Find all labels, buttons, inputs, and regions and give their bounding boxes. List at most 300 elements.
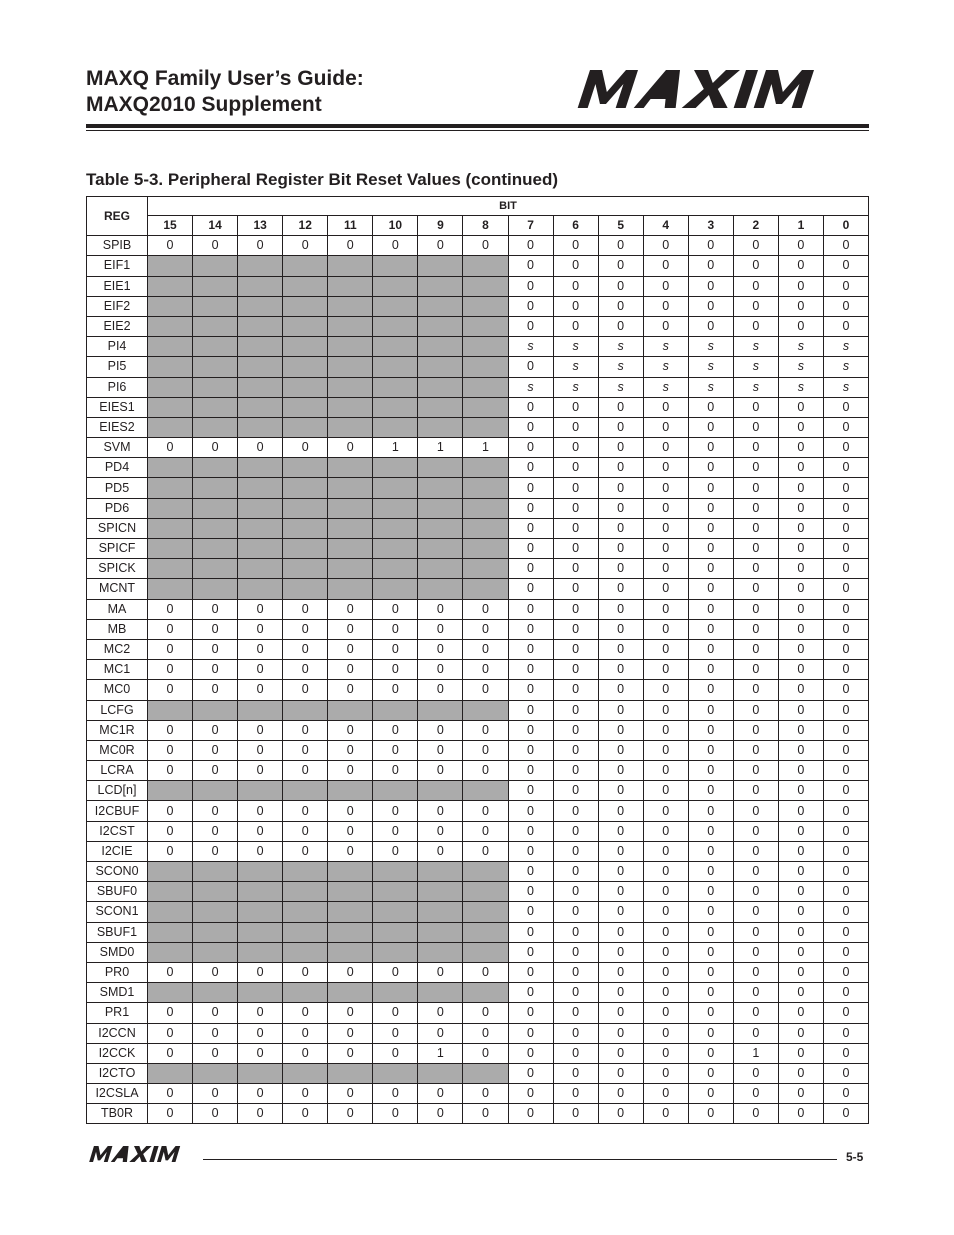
bit-value-cell: 0 <box>598 539 643 559</box>
unused-bit-cell <box>238 296 283 316</box>
bit-value-cell: 0 <box>733 599 778 619</box>
bit-value-cell: 0 <box>553 417 598 437</box>
bit-value-cell: 0 <box>463 841 508 861</box>
unused-bit-cell <box>148 518 193 538</box>
bit-value-cell: 0 <box>823 498 868 518</box>
bit-value-cell: 0 <box>508 942 553 962</box>
maxim-footer-logo <box>87 1146 201 1162</box>
bit-value-cell: 0 <box>418 236 463 256</box>
bit-value-cell: 0 <box>823 1003 868 1023</box>
bit-value-cell: 0 <box>418 599 463 619</box>
bit-value-cell: 0 <box>148 1084 193 1104</box>
unused-bit-cell <box>418 700 463 720</box>
table-row <box>87 397 869 417</box>
bit-value-cell: 0 <box>643 1104 688 1124</box>
bit-value-cell: 0 <box>598 276 643 296</box>
unused-bit-cell <box>193 579 238 599</box>
bit-value-cell: 0 <box>823 397 868 417</box>
bit-value-cell: 0 <box>598 417 643 437</box>
register-name-cell: I2CCK <box>87 1043 148 1063</box>
bit-value-cell: 0 <box>508 740 553 760</box>
bit-value-cell: 0 <box>688 417 733 437</box>
bit-value-cell: 0 <box>238 438 283 458</box>
bit-value-cell: 0 <box>508 922 553 942</box>
bit-value-cell: 0 <box>553 821 598 841</box>
table-row <box>87 458 869 478</box>
bit-value-cell: 0 <box>148 619 193 639</box>
unused-bit-cell <box>283 458 328 478</box>
bit-value-cell: 0 <box>193 962 238 982</box>
bit-value-cell: 0 <box>778 942 823 962</box>
bit-value-cell: 0 <box>688 781 733 801</box>
bit-value-cell: 0 <box>508 639 553 659</box>
unused-bit-cell <box>328 983 373 1003</box>
unused-bit-cell <box>328 316 373 336</box>
bit-value-cell: 0 <box>418 841 463 861</box>
bit-value-cell: 0 <box>733 1063 778 1083</box>
unused-bit-cell <box>328 559 373 579</box>
table-row <box>87 902 869 922</box>
register-name-cell: LCRA <box>87 761 148 781</box>
bit-value-cell: 0 <box>463 1043 508 1063</box>
unused-bit-cell <box>148 478 193 498</box>
bit-value-cell: 0 <box>733 236 778 256</box>
bit-column-header: 14 <box>193 216 238 236</box>
bit-value-cell: 0 <box>553 236 598 256</box>
unused-bit-cell <box>238 781 283 801</box>
bit-value-cell: 0 <box>373 1104 418 1124</box>
bit-value-cell: 0 <box>148 740 193 760</box>
unused-bit-cell <box>463 862 508 882</box>
register-name-cell: PR0 <box>87 962 148 982</box>
unused-bit-cell <box>328 458 373 478</box>
bit-value-cell: 0 <box>373 841 418 861</box>
bit-value-cell: 0 <box>778 962 823 982</box>
bit-value-cell: 1 <box>418 438 463 458</box>
table-row <box>87 1003 869 1023</box>
bit-value-cell: 0 <box>193 599 238 619</box>
bit-value-cell: 0 <box>148 962 193 982</box>
bit-value-cell: 0 <box>643 236 688 256</box>
bit-column-header: 2 <box>733 216 778 236</box>
bit-value-cell: 0 <box>733 256 778 276</box>
unused-bit-cell <box>328 498 373 518</box>
unused-bit-cell <box>283 397 328 417</box>
bit-value-cell: 0 <box>823 821 868 841</box>
bit-value-cell: 0 <box>238 1003 283 1023</box>
bit-value-cell: 0 <box>688 458 733 478</box>
unused-bit-cell <box>193 296 238 316</box>
unused-bit-cell <box>328 518 373 538</box>
bit-value-cell: 0 <box>508 296 553 316</box>
table-row <box>87 599 869 619</box>
bit-value-cell: s <box>508 337 553 357</box>
bit-value-cell: 0 <box>553 458 598 478</box>
bit-value-cell: 0 <box>418 720 463 740</box>
bit-value-cell: 0 <box>823 276 868 296</box>
bit-value-cell: 0 <box>688 821 733 841</box>
bit-value-cell: 0 <box>193 438 238 458</box>
bit-value-cell: s <box>778 377 823 397</box>
unused-bit-cell <box>283 296 328 316</box>
bit-value-cell: 0 <box>598 579 643 599</box>
bit-value-cell: 0 <box>643 1084 688 1104</box>
bit-value-cell: 0 <box>328 438 373 458</box>
bit-value-cell: 0 <box>508 902 553 922</box>
bit-value-cell: 0 <box>778 478 823 498</box>
bit-value-cell: 0 <box>778 821 823 841</box>
bit-value-cell: 0 <box>553 276 598 296</box>
unused-bit-cell <box>463 498 508 518</box>
bit-value-cell: 0 <box>283 761 328 781</box>
bit-value-cell: 0 <box>778 983 823 1003</box>
document-title-line1: MAXQ Family User’s Guide: <box>86 67 364 90</box>
bit-value-cell: 0 <box>598 882 643 902</box>
bit-value-cell: 0 <box>688 559 733 579</box>
bit-value-cell: 0 <box>508 438 553 458</box>
bit-value-cell: 0 <box>508 316 553 336</box>
unused-bit-cell <box>418 902 463 922</box>
bit-value-cell: 0 <box>238 1084 283 1104</box>
bit-value-cell: 0 <box>598 397 643 417</box>
unused-bit-cell <box>283 1063 328 1083</box>
bit-value-cell: 0 <box>238 680 283 700</box>
bit-value-cell: 0 <box>688 983 733 1003</box>
unused-bit-cell <box>283 882 328 902</box>
unused-bit-cell <box>283 276 328 296</box>
table-row <box>87 1063 869 1083</box>
unused-bit-cell <box>373 498 418 518</box>
bit-value-cell: 0 <box>643 518 688 538</box>
unused-bit-cell <box>238 337 283 357</box>
bit-value-cell: 0 <box>148 1104 193 1124</box>
bit-value-cell: 0 <box>283 438 328 458</box>
bit-value-cell: 0 <box>688 660 733 680</box>
bit-value-cell: 0 <box>823 1084 868 1104</box>
bit-value-cell: s <box>733 337 778 357</box>
bit-value-cell: 0 <box>328 1104 373 1124</box>
bit-value-cell: 0 <box>598 922 643 942</box>
bit-value-cell: 0 <box>823 902 868 922</box>
bit-value-cell: 0 <box>463 962 508 982</box>
bit-value-cell: 0 <box>643 841 688 861</box>
table-row <box>87 821 869 841</box>
unused-bit-cell <box>328 478 373 498</box>
bit-value-cell: 0 <box>328 236 373 256</box>
unused-bit-cell <box>148 296 193 316</box>
maxim-logo <box>572 70 868 108</box>
bit-value-cell: 0 <box>193 801 238 821</box>
bit-value-cell: 0 <box>193 740 238 760</box>
unused-bit-cell <box>418 458 463 478</box>
page-number: 5-5 <box>846 1150 864 1164</box>
unused-bit-cell <box>328 942 373 962</box>
register-name-cell: I2CBUF <box>87 801 148 821</box>
unused-bit-cell <box>373 478 418 498</box>
unused-bit-cell <box>283 417 328 437</box>
unused-bit-cell <box>373 316 418 336</box>
unused-bit-cell <box>148 781 193 801</box>
unused-bit-cell <box>463 256 508 276</box>
unused-bit-cell <box>148 357 193 377</box>
bit-value-cell: 0 <box>508 236 553 256</box>
bit-value-cell: 0 <box>418 962 463 982</box>
bit-value-cell: 0 <box>733 639 778 659</box>
bit-value-cell: 0 <box>778 1063 823 1083</box>
unused-bit-cell <box>463 357 508 377</box>
unused-bit-cell <box>418 478 463 498</box>
unused-bit-cell <box>283 539 328 559</box>
bit-value-cell: 0 <box>643 478 688 498</box>
bit-value-cell: 0 <box>643 599 688 619</box>
bit-value-cell: 0 <box>778 1003 823 1023</box>
bit-value-cell: 0 <box>688 761 733 781</box>
register-name-cell: PI4 <box>87 337 148 357</box>
bit-value-cell: 0 <box>598 761 643 781</box>
unused-bit-cell <box>418 983 463 1003</box>
unused-bit-cell <box>463 1063 508 1083</box>
bit-column-header: 4 <box>643 216 688 236</box>
bit-value-cell: 0 <box>193 1104 238 1124</box>
unused-bit-cell <box>148 458 193 478</box>
bit-value-cell: 0 <box>733 276 778 296</box>
unused-bit-cell <box>148 276 193 296</box>
bit-column-header: 10 <box>373 216 418 236</box>
unused-bit-cell <box>418 559 463 579</box>
table-row <box>87 922 869 942</box>
register-name-cell: I2CCN <box>87 1023 148 1043</box>
bit-value-cell: 0 <box>328 740 373 760</box>
unused-bit-cell <box>328 256 373 276</box>
register-name-cell: MCNT <box>87 579 148 599</box>
bit-value-cell: 0 <box>598 498 643 518</box>
bit-column-header: 8 <box>463 216 508 236</box>
bit-value-cell: 0 <box>463 720 508 740</box>
bit-value-cell: s <box>733 377 778 397</box>
unused-bit-cell <box>238 478 283 498</box>
bit-value-cell: 0 <box>463 639 508 659</box>
register-name-cell: MC1R <box>87 720 148 740</box>
unused-bit-cell <box>238 518 283 538</box>
bit-value-cell: 0 <box>148 660 193 680</box>
bit-value-cell: 0 <box>688 1023 733 1043</box>
bit-value-cell: 0 <box>823 579 868 599</box>
register-name-cell: I2CST <box>87 821 148 841</box>
bit-value-cell: 0 <box>193 639 238 659</box>
bit-value-cell: 0 <box>463 660 508 680</box>
bit-value-cell: 0 <box>823 417 868 437</box>
bit-value-cell: 0 <box>373 619 418 639</box>
unused-bit-cell <box>148 256 193 276</box>
bit-value-cell: 0 <box>283 599 328 619</box>
bit-value-cell: 0 <box>823 559 868 579</box>
bit-value-cell: 0 <box>643 761 688 781</box>
bit-value-cell: 1 <box>373 438 418 458</box>
bit-value-cell: 0 <box>418 1104 463 1124</box>
bit-value-cell: 0 <box>508 962 553 982</box>
bit-column-header: 7 <box>508 216 553 236</box>
bit-value-cell: 0 <box>553 619 598 639</box>
bit-value-cell: 0 <box>553 498 598 518</box>
unused-bit-cell <box>328 337 373 357</box>
bit-value-cell: 0 <box>553 720 598 740</box>
bit-value-cell: 0 <box>823 458 868 478</box>
bit-value-cell: 0 <box>823 660 868 680</box>
bit-value-cell: 0 <box>328 619 373 639</box>
unused-bit-cell <box>148 316 193 336</box>
bit-value-cell: 0 <box>688 256 733 276</box>
bit-value-cell: 0 <box>373 801 418 821</box>
bit-value-cell: 0 <box>688 599 733 619</box>
bit-value-cell: 0 <box>598 1104 643 1124</box>
table-row <box>87 619 869 639</box>
table-row <box>87 680 869 700</box>
bit-value-cell: 0 <box>148 236 193 256</box>
bit-value-cell: 0 <box>508 660 553 680</box>
bit-value-cell: 0 <box>508 700 553 720</box>
bit-value-cell: 0 <box>823 983 868 1003</box>
bit-value-cell: 0 <box>373 1023 418 1043</box>
unused-bit-cell <box>328 882 373 902</box>
bit-value-cell: s <box>553 337 598 357</box>
bit-value-cell: 0 <box>553 1104 598 1124</box>
bit-value-cell: 0 <box>328 1084 373 1104</box>
bit-value-cell: 0 <box>823 700 868 720</box>
bit-value-cell: 0 <box>553 438 598 458</box>
table-row <box>87 639 869 659</box>
bit-value-cell: 0 <box>148 1023 193 1043</box>
unused-bit-cell <box>238 458 283 478</box>
unused-bit-cell <box>238 942 283 962</box>
unused-bit-cell <box>193 397 238 417</box>
bit-value-cell: 0 <box>238 639 283 659</box>
bit-value-cell: 0 <box>823 539 868 559</box>
bit-value-cell: 0 <box>733 720 778 740</box>
bit-value-cell: 0 <box>688 862 733 882</box>
bit-value-cell: 0 <box>508 841 553 861</box>
bit-value-cell: 0 <box>823 740 868 760</box>
bit-value-cell: 0 <box>238 962 283 982</box>
bit-value-cell: s <box>778 337 823 357</box>
bit-value-cell: 0 <box>823 882 868 902</box>
table-row <box>87 962 869 982</box>
bit-value-cell: 0 <box>238 801 283 821</box>
unused-bit-cell <box>148 417 193 437</box>
bit-value-cell: 0 <box>553 962 598 982</box>
bit-value-cell: 0 <box>553 579 598 599</box>
bit-value-cell: 0 <box>598 619 643 639</box>
bit-value-cell: 0 <box>553 841 598 861</box>
unused-bit-cell <box>148 579 193 599</box>
bit-value-cell: 0 <box>418 660 463 680</box>
unused-bit-cell <box>148 942 193 962</box>
unused-bit-cell <box>418 862 463 882</box>
bit-value-cell: 0 <box>823 720 868 740</box>
unused-bit-cell <box>328 922 373 942</box>
bit-value-cell: 0 <box>823 962 868 982</box>
bit-value-cell: s <box>688 377 733 397</box>
bit-value-cell: 0 <box>598 518 643 538</box>
unused-bit-cell <box>328 1063 373 1083</box>
table-row <box>87 720 869 740</box>
bit-value-cell: 0 <box>688 539 733 559</box>
table-row <box>87 518 869 538</box>
register-name-cell: PD5 <box>87 478 148 498</box>
table-row <box>87 539 869 559</box>
bit-value-cell: 0 <box>508 599 553 619</box>
bit-value-cell: 0 <box>733 559 778 579</box>
bit-value-cell: 0 <box>778 801 823 821</box>
bit-value-cell: 0 <box>373 761 418 781</box>
bit-value-cell: 0 <box>688 902 733 922</box>
register-name-cell: I2CTO <box>87 1063 148 1083</box>
unused-bit-cell <box>148 377 193 397</box>
bit-value-cell: 0 <box>733 316 778 336</box>
bit-value-cell: 0 <box>823 1023 868 1043</box>
bit-value-cell: 0 <box>643 498 688 518</box>
unused-bit-cell <box>463 579 508 599</box>
unused-bit-cell <box>463 316 508 336</box>
register-name-cell: MC0R <box>87 740 148 760</box>
bit-value-cell: 0 <box>463 1104 508 1124</box>
bit-column-header: 6 <box>553 216 598 236</box>
bit-value-cell: 0 <box>823 438 868 458</box>
bit-value-cell: 0 <box>733 902 778 922</box>
register-name-cell: MC2 <box>87 639 148 659</box>
bit-value-cell: 0 <box>553 397 598 417</box>
bit-value-cell: 0 <box>643 438 688 458</box>
bit-value-cell: 0 <box>283 660 328 680</box>
bit-value-cell: 0 <box>238 1023 283 1043</box>
bit-value-cell: 0 <box>823 518 868 538</box>
register-name-cell: PD6 <box>87 498 148 518</box>
unused-bit-cell <box>463 296 508 316</box>
unused-bit-cell <box>328 296 373 316</box>
unused-bit-cell <box>418 337 463 357</box>
bit-value-cell: 0 <box>463 821 508 841</box>
header-rule-thick <box>86 124 869 128</box>
unused-bit-cell <box>418 397 463 417</box>
bit-value-cell: 0 <box>463 1003 508 1023</box>
bit-value-cell: 0 <box>283 680 328 700</box>
bit-column-header: 3 <box>688 216 733 236</box>
unused-bit-cell <box>148 902 193 922</box>
bit-value-cell: 0 <box>418 740 463 760</box>
bit-value-cell: 0 <box>463 740 508 760</box>
bit-value-cell: 0 <box>778 1023 823 1043</box>
bit-value-cell: 0 <box>283 801 328 821</box>
bit-value-cell: 0 <box>553 781 598 801</box>
bit-value-cell: 0 <box>778 882 823 902</box>
bit-value-cell: 0 <box>823 236 868 256</box>
bit-value-cell: 0 <box>553 296 598 316</box>
bit-value-cell: 0 <box>193 619 238 639</box>
bit-value-cell: 0 <box>508 1063 553 1083</box>
bit-value-cell: 0 <box>643 821 688 841</box>
unused-bit-cell <box>283 902 328 922</box>
bit-value-cell: 0 <box>328 821 373 841</box>
bit-value-cell: 0 <box>373 821 418 841</box>
bit-value-cell: 1 <box>463 438 508 458</box>
bit-value-cell: 0 <box>823 316 868 336</box>
unused-bit-cell <box>238 902 283 922</box>
register-name-cell: EIF2 <box>87 296 148 316</box>
bit-value-cell: 0 <box>733 922 778 942</box>
bit-value-cell: 0 <box>148 801 193 821</box>
bit-value-cell: 0 <box>238 821 283 841</box>
bit-value-cell: 0 <box>283 639 328 659</box>
bit-value-cell: 0 <box>598 1043 643 1063</box>
